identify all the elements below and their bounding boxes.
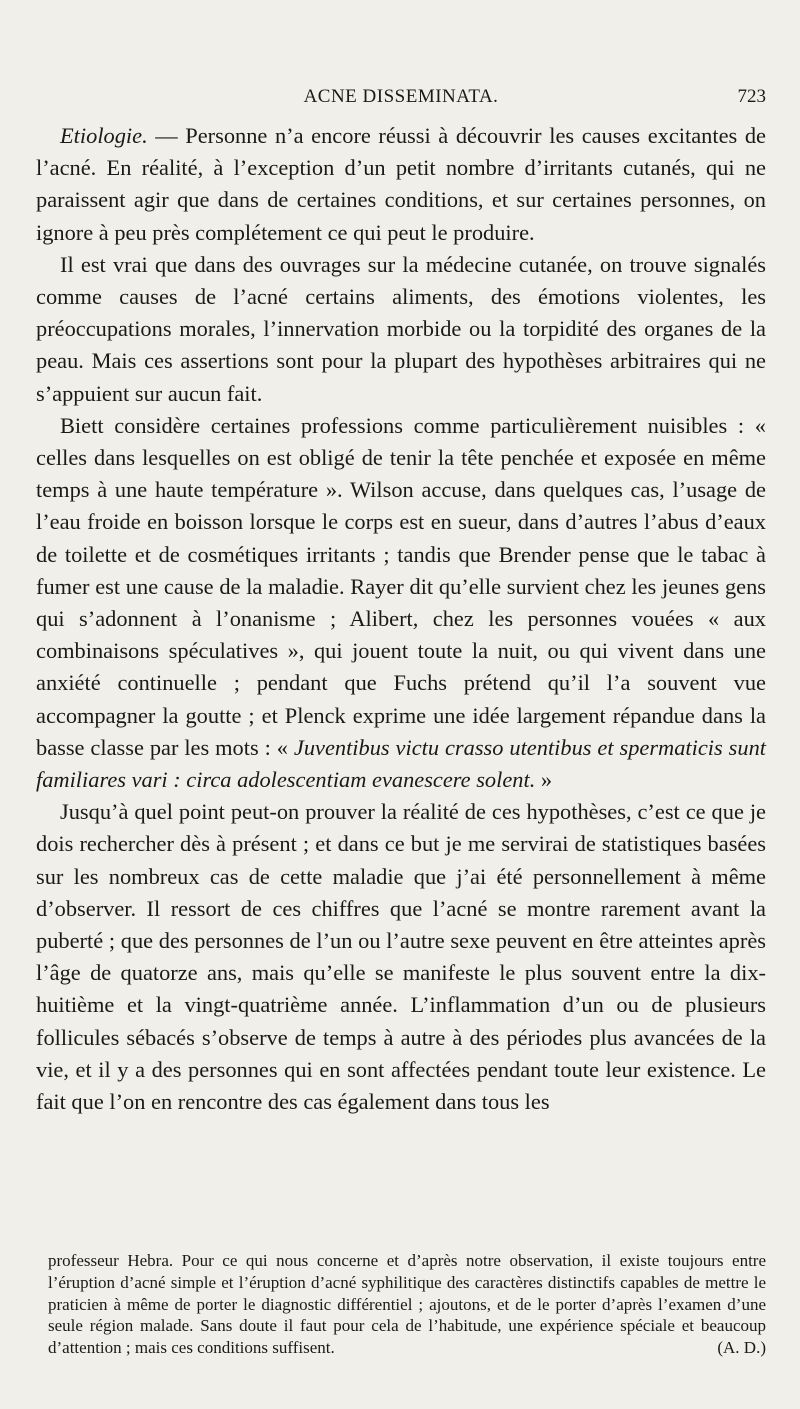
page-number: 723 — [737, 86, 766, 107]
main-text — [36, 120, 766, 1118]
paragraph-etiologie — [36, 120, 766, 249]
paragraph — [36, 249, 766, 410]
footnote-text: professeur Hebra. Pour ce qui nous concerne et d’après notre observation, il existe toujours entre l’éruption d’acné simple et l’éruption d’acné syphilitique des caractères distinctifs capables de mettre le praticien à même de porter le diagnostic différentiel ; ajoutons, et de le porter d’après l’examen d’une seule région malade. Sans doute il faut pour cela de l’habitude, une expérience spéciale et beaucoup d’attention ; mais ces conditions suffisent. — [48, 1251, 766, 1358]
latin-quotation: Juventibus victu crasso utentibus et spermaticis sunt familiares vari : circa adolescentiam evanescere solent. — [36, 734, 766, 793]
footnote-signature: (A. D.) — [717, 1338, 766, 1358]
running-title: ACNE DISSEMINATA. — [303, 86, 499, 107]
paragraph-text: Biett considère certaines professions comme particulièrement nuisibles : « celles dans lesquelles on est obligé de tenir la tête penchée et exposée en même temps à une haute température ». Wilson accuse, dans quelques cas, l’usage de l’eau froide en boisson lorsque le corps est en sueur, dans d’autres l’abus d’eaux de toilette et de cosmétiques irritants ; tandis que Brender pense que le tabac à fumer est une cause de la maladie. Rayer dit qu’elle survient chez les jeunes gens qui s’adonnent à l’onanisme ; Alibert, chez les personnes vouées « aux combinaisons spéculatives », qui jouent toute la nuit, ou qui vivent dans une anxiété continuelle ; pendant que Fuchs prétend qu’il l’a souvent vue accompagner la goutte ; et Plenck exprime une idée largement répandue dans la basse classe par les mots : « — [36, 412, 766, 760]
page-header — [36, 86, 766, 114]
section-label: Etiologie. — [60, 123, 148, 148]
paragraph-text: Il est vrai que dans des ouvrages sur la médecine cutanée, on trouve signalés comme causes de l’acné certains aliments, des émotions violentes, les préoccupations morales, l’innervation morbide ou la torpidité des organes de la peau. Mais ces assertions sont pour la plupart des hypothèses arbitraires qui ne s’appuient sur aucun fait. — [36, 251, 766, 406]
paragraph-text: Jusqu’à quel point peut-on prouver la réalité de ces hypothèses, c’est ce que je dois rechercher dès à présent ; et dans ce but je me servirai de statistiques basées sur les nombreux cas de cette maladie que j’ai été personnellement à même d’observer. Il ressort de ces chiffres que l’acné se montre rarement avant la puberté ; que des personnes de l’un ou l’autre sexe peuvent en être atteintes après l’âge de quatorze ans, mais qu’elle se manifeste le plus souvent entre la dix-huitième et la vingt-quatrième année. L’inflammation d’un ou de plusieurs follicules sébacés s’observe de temps à autre à des périodes plus avancées de la vie, et il y a des personnes qui en sont affectées pendant toute leur existence. Le fait que l’on en rencontre des cas également dans tous les — [36, 799, 766, 1115]
footnote — [48, 1250, 766, 1359]
paragraph — [36, 410, 766, 796]
paragraph — [36, 796, 766, 1118]
quote-close: » — [535, 767, 553, 793]
paragraph-text: — Personne n’a encore réussi à découvrir les causes excitantes de l’acné. En réalité, à l’exception d’un petit nombre d’irritants cutanés, qui ne paraissent agir que dans de certaines conditions, et sur certaines personnes, on ignore à peu près complétement ce qui peut le produire. — [36, 123, 766, 245]
